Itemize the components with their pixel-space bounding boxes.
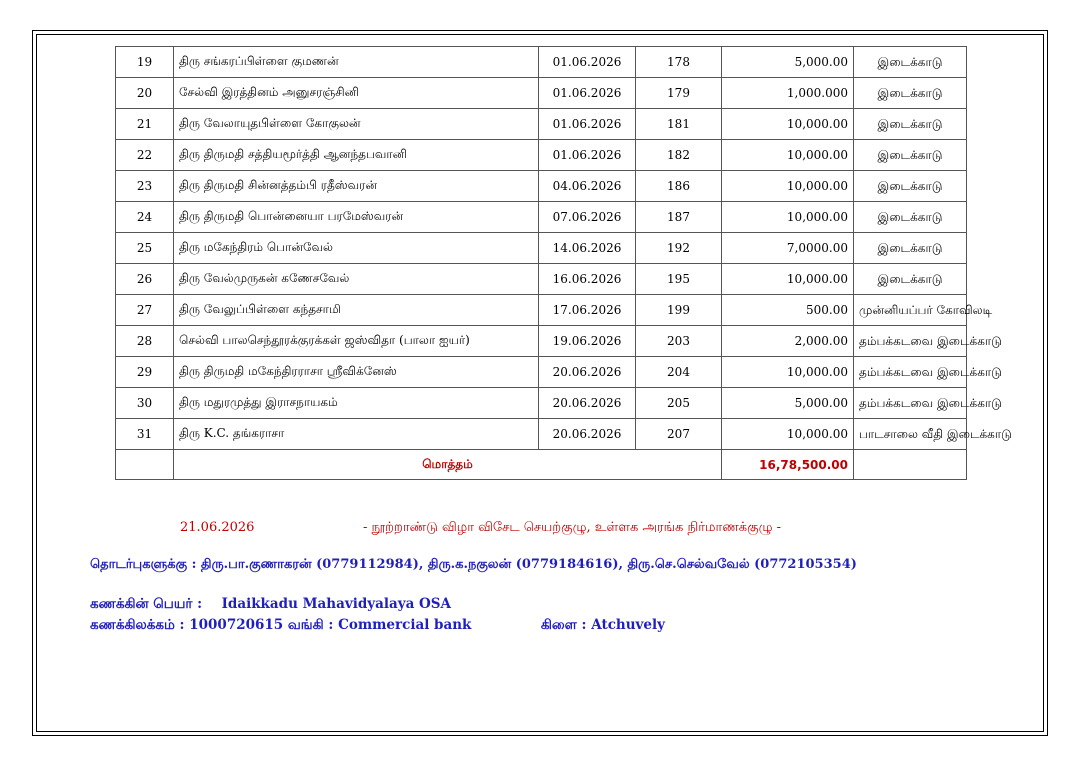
donor-name: திரு வேலுப்பிள்ளை கந்தசாமி xyxy=(174,295,539,326)
table-row xyxy=(116,140,967,171)
row-number: 24 xyxy=(116,202,174,233)
account-name-label: கணக்கின் பெயர் : xyxy=(90,596,203,612)
donation-date: 20.06.2026 xyxy=(539,357,636,388)
donor-name: திரு திருமதி சின்னத்தம்பி ரதீஸ்வரன் xyxy=(174,171,539,202)
donation-date: 17.06.2026 xyxy=(539,295,636,326)
account-number-label: கணக்கிலக்கம் : xyxy=(90,617,185,633)
total-empty-cell xyxy=(116,450,174,480)
donation-amount: 5,000.00 xyxy=(722,47,854,78)
donation-date: 07.06.2026 xyxy=(539,202,636,233)
table-row xyxy=(116,171,967,202)
table-row xyxy=(116,264,967,295)
donor-place: இடைக்காடு xyxy=(854,202,967,233)
total-label: மொத்தம் xyxy=(174,450,722,480)
donation-amount: 10,000.00 xyxy=(722,140,854,171)
table-row xyxy=(116,326,967,357)
total-amount: 16,78,500.00 xyxy=(722,450,854,480)
donations-table-body xyxy=(116,47,1012,450)
donor-place: இடைக்காடு xyxy=(854,47,967,78)
donation-date: 01.06.2026 xyxy=(539,47,636,78)
donation-date: 04.06.2026 xyxy=(539,171,636,202)
donation-date: 19.06.2026 xyxy=(539,326,636,357)
donation-date: 01.06.2026 xyxy=(539,109,636,140)
donation-amount: 10,000.00 xyxy=(722,171,854,202)
receipt-number: 186 xyxy=(636,171,722,202)
donor-name: திரு திருமதி பொன்னையா பரமேஸ்வரன் xyxy=(174,202,539,233)
row-number: 26 xyxy=(116,264,174,295)
total-empty-cell xyxy=(854,450,967,480)
donation-amount: 5,000.00 xyxy=(722,388,854,419)
receipt-number: 192 xyxy=(636,233,722,264)
donor-name: திரு வேல்முருகன் கணேசவேல் xyxy=(174,264,539,295)
row-number: 29 xyxy=(116,357,174,388)
donation-amount: 500.00 xyxy=(722,295,854,326)
donor-place: தம்பக்கடவை இடைக்காடு xyxy=(854,357,967,388)
receipt-number: 182 xyxy=(636,140,722,171)
donor-name: சேல்வி இரத்தினம் அனுசரஞ்சினி xyxy=(174,78,539,109)
footer-date: 21.06.2026 xyxy=(180,520,255,535)
donor-place: இடைக்காடு xyxy=(854,109,967,140)
donor-place: இடைக்காடு xyxy=(854,140,967,171)
total-row xyxy=(116,450,967,480)
donor-place: இடைக்காடு xyxy=(854,233,967,264)
row-number: 19 xyxy=(116,47,174,78)
donor-place: இடைக்காடு xyxy=(854,264,967,295)
contact-line: தொடர்புகளுக்கு : திரு.பா.குணாகரன் (0779112984), திரு.க.நகுலன் (0779184616), திரு.செ.செல்வவேல் (0772105354) xyxy=(90,557,857,572)
row-number: 22 xyxy=(116,140,174,171)
row-number: 27 xyxy=(116,295,174,326)
table-row xyxy=(116,419,967,450)
table-row xyxy=(116,233,967,264)
receipt-number: 178 xyxy=(636,47,722,78)
donor-name: திரு மகேந்திரம் பொன்வேல் xyxy=(174,233,539,264)
donor-name: திரு சங்கரப்பிள்ளை குமணன் xyxy=(174,47,539,78)
donation-amount: 10,000.00 xyxy=(722,264,854,295)
donor-name: செல்வி பாலசெந்தூரக்குரக்கள் ஜஸ்விதா (பாலா ஐயர்) xyxy=(174,326,539,357)
receipt-number: 181 xyxy=(636,109,722,140)
bank-value: Commercial bank xyxy=(338,617,472,633)
donation-amount: 2,000.00 xyxy=(722,326,854,357)
bank-label: வங்கி : xyxy=(287,617,334,633)
account-number-line xyxy=(90,617,665,635)
donor-place: தம்பக்கடவை இடைக்காடு xyxy=(854,388,967,419)
branch-value: Atchuvely xyxy=(591,617,665,633)
donation-amount: 7,0000.00 xyxy=(722,233,854,264)
donor-name: திரு மதுரமுத்து இராசநாயகம் xyxy=(174,388,539,419)
donation-date: 20.06.2026 xyxy=(539,419,636,450)
branch-label: கிளை : xyxy=(540,617,587,633)
donation-date: 01.06.2026 xyxy=(539,140,636,171)
row-number: 31 xyxy=(116,419,174,450)
donation-date: 16.06.2026 xyxy=(539,264,636,295)
donation-amount: 10,000.00 xyxy=(722,419,854,450)
row-number: 28 xyxy=(116,326,174,357)
donation-date: 14.06.2026 xyxy=(539,233,636,264)
table-row xyxy=(116,78,967,109)
row-number: 23 xyxy=(116,171,174,202)
donor-place: பாடசாலை வீதி இடைக்காடு xyxy=(854,419,967,450)
donations-table xyxy=(115,46,1012,480)
receipt-number: 187 xyxy=(636,202,722,233)
donor-place: முன்னியப்பர் கோவிலடி xyxy=(854,295,967,326)
row-number: 25 xyxy=(116,233,174,264)
row-number: 30 xyxy=(116,388,174,419)
receipt-number: 203 xyxy=(636,326,722,357)
table-row xyxy=(116,295,967,326)
donor-name: திரு திருமதி சத்தியமூர்த்தி ஆனந்தபவானி xyxy=(174,140,539,171)
table-row xyxy=(116,47,967,78)
donor-name: திரு வேலாயுதபிள்ளை கோகுலன் xyxy=(174,109,539,140)
account-name-line xyxy=(90,596,451,614)
receipt-number: 199 xyxy=(636,295,722,326)
table-row xyxy=(116,357,967,388)
committee-title: - நூற்றாண்டு விழா விசேட செயற்குழு, உள்ளக அரங்க நிர்மாணக்குழு - xyxy=(363,520,782,535)
receipt-number: 207 xyxy=(636,419,722,450)
donor-place: தம்பக்கடவை இடைக்காடு xyxy=(854,326,967,357)
donation-amount: 10,000.00 xyxy=(722,357,854,388)
table-row xyxy=(116,109,967,140)
donation-amount: 1,000.000 xyxy=(722,78,854,109)
table-row xyxy=(116,202,967,233)
account-number-value: 1000720615 xyxy=(189,617,284,633)
receipt-number: 205 xyxy=(636,388,722,419)
donor-place: இடைக்காடு xyxy=(854,78,967,109)
receipt-number: 195 xyxy=(636,264,722,295)
donor-name: திரு திருமதி மகேந்திரராசா ஸ்ரீவிக்னேஸ் xyxy=(174,357,539,388)
donation-amount: 10,000.00 xyxy=(722,202,854,233)
donation-date: 01.06.2026 xyxy=(539,78,636,109)
receipt-number: 204 xyxy=(636,357,722,388)
row-number: 20 xyxy=(116,78,174,109)
table-row xyxy=(116,388,967,419)
receipt-number: 179 xyxy=(636,78,722,109)
donor-name: திரு K.C. தங்கராசா xyxy=(174,419,539,450)
donation-date: 20.06.2026 xyxy=(539,388,636,419)
donor-place: இடைக்காடு xyxy=(854,171,967,202)
row-number: 21 xyxy=(116,109,174,140)
donation-amount: 10,000.00 xyxy=(722,109,854,140)
account-name-value: Idaikkadu Mahavidyalaya OSA xyxy=(221,596,452,612)
